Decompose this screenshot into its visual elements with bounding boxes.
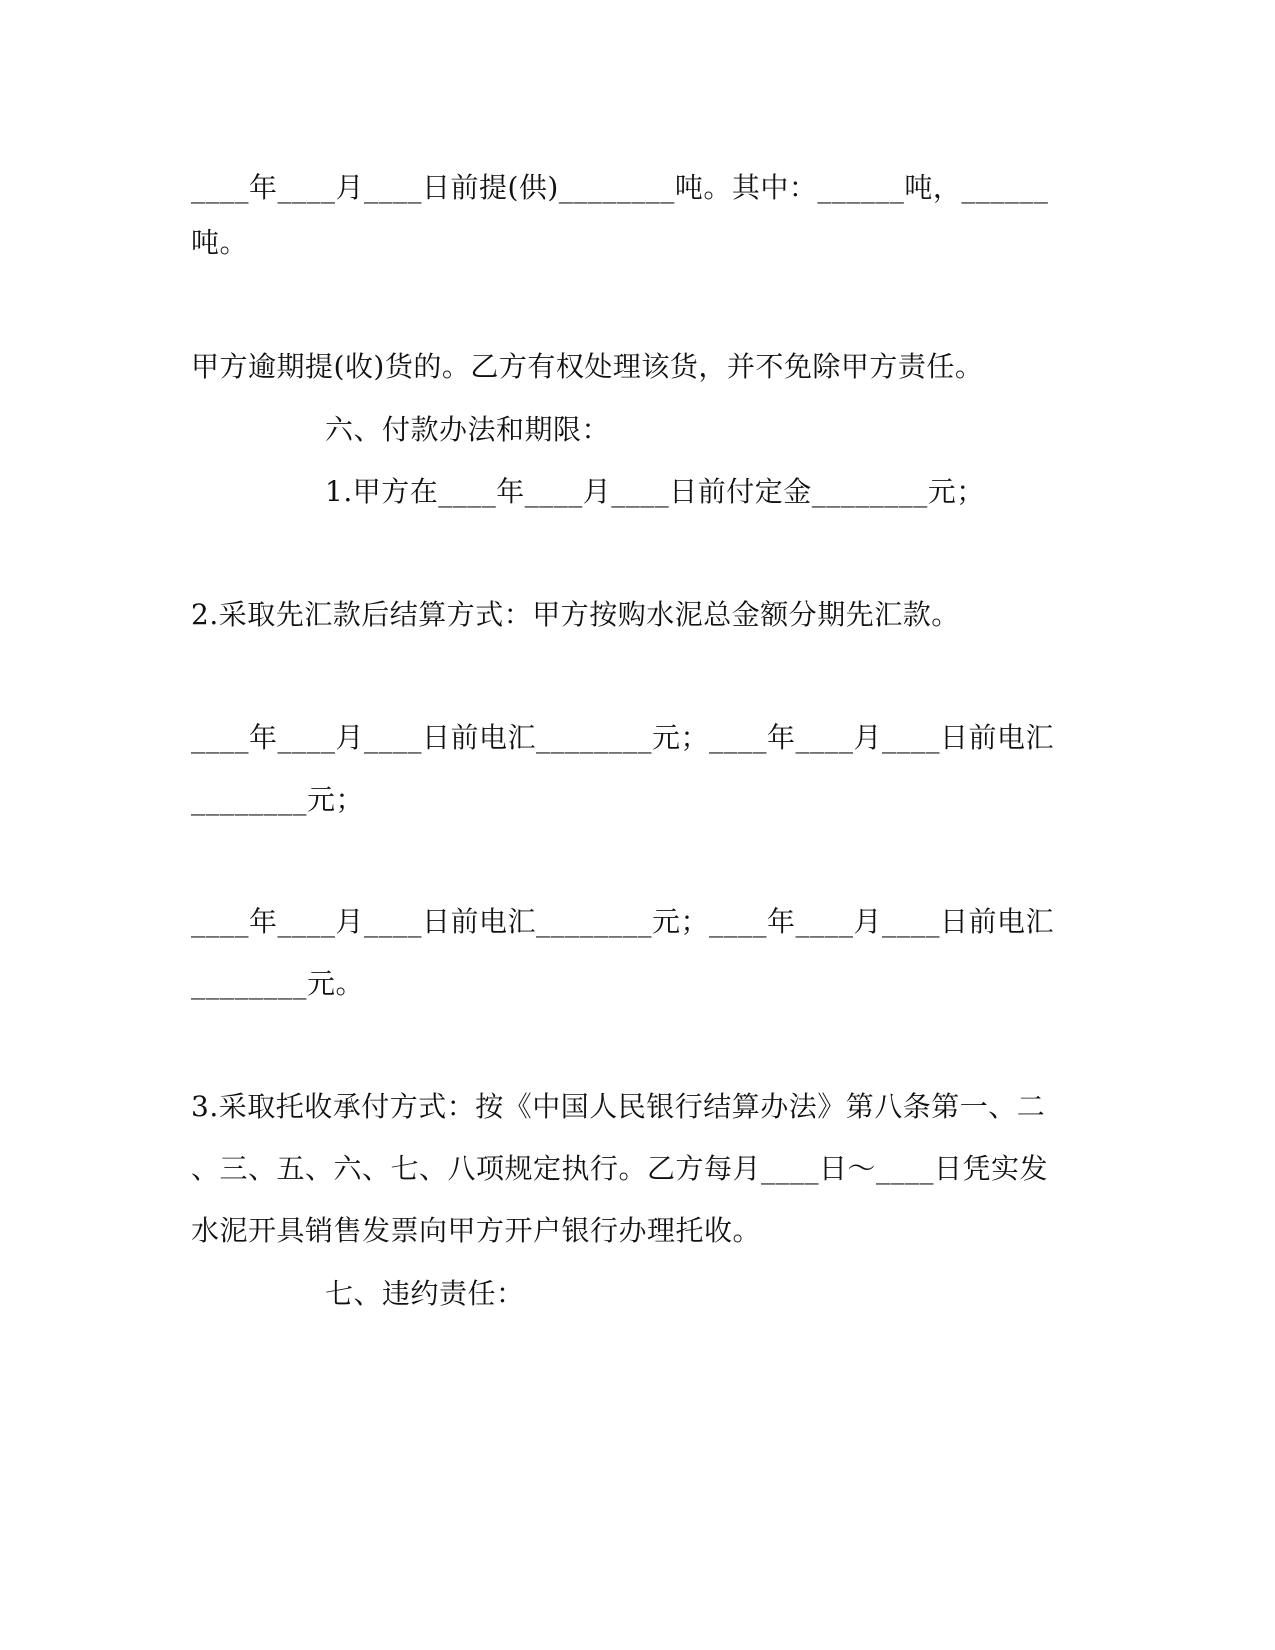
delivery-quantity-line-cont: 吨。: [191, 226, 249, 259]
payment-item-3-cont: 、三、五、六、七、八项规定执行。乙方每月____日～____日凭实发: [191, 1152, 1049, 1185]
payment-item-3-end: 水泥开具销售发票向甲方开户银行办理托收。: [191, 1214, 762, 1247]
wire-transfer-line-1: ____年____月____日前电汇________元；____年____月____日前电汇: [191, 721, 1055, 754]
payment-item-3: 3.采取托收承付方式：按《中国人民银行结算办法》第八条第一、二: [191, 1090, 1046, 1123]
section-seven-heading: 七、违约责任：: [325, 1277, 525, 1310]
wire-transfer-line-2: ____年____月____日前电汇________元；____年____月____日前电汇: [191, 905, 1055, 938]
delivery-quantity-line: ____年____月____日前提(供)________吨。其中：______吨，______: [191, 171, 1049, 204]
section-six-heading: 六、付款办法和期限：: [325, 413, 611, 446]
wire-transfer-line-2-cont: ________元。: [191, 967, 365, 1000]
late-pickup-clause: 甲方逾期提(收)货的。乙方有权处理该货，并不免除甲方责任。: [191, 350, 984, 383]
payment-item-2: 2.采取先汇款后结算方式：甲方按购水泥总金额分期先汇款。: [191, 598, 960, 631]
wire-transfer-line-1-cont: ________元；: [191, 783, 365, 816]
payment-item-1: 1.甲方在____年____月____日前付定金________元；: [325, 475, 985, 508]
